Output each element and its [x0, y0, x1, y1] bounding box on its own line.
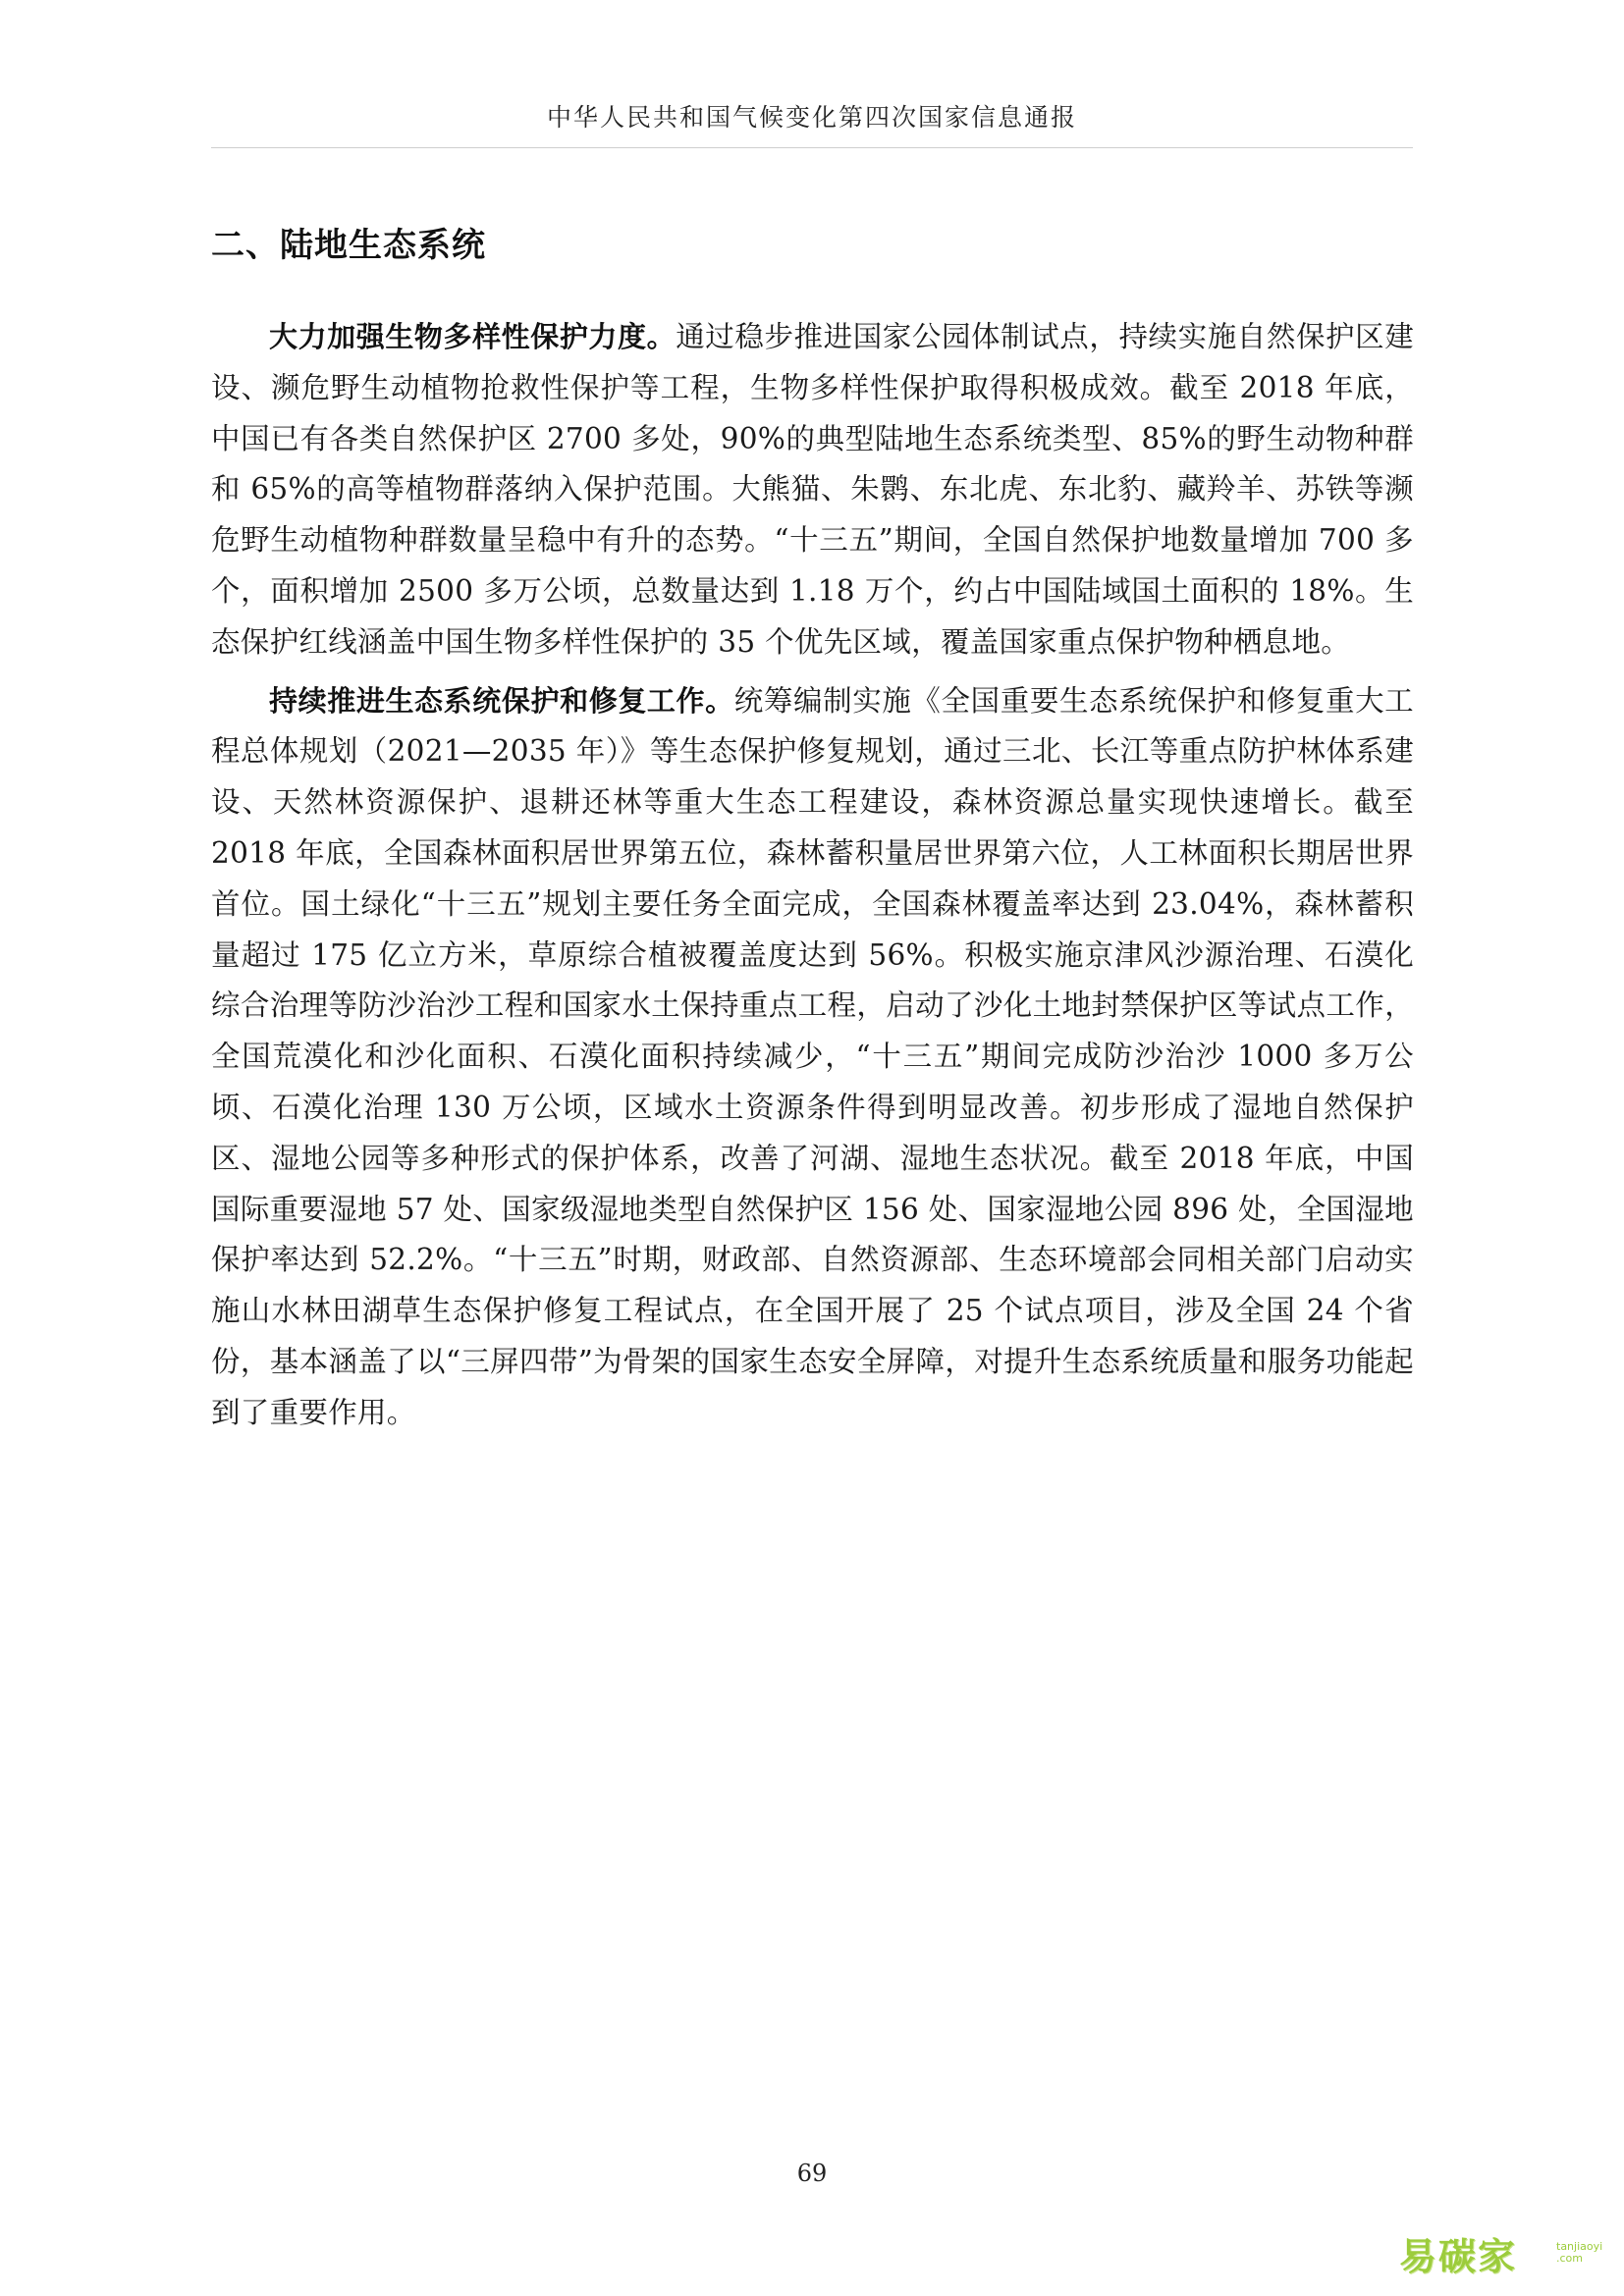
section-title: 二、陆地生态系统	[211, 226, 486, 265]
watermark-domain-line1: tanjiaoyi	[1556, 2240, 1603, 2253]
paragraph-ecosystem-restoration	[211, 676, 1414, 1439]
watermark-domain-line2: .com	[1556, 2252, 1583, 2265]
watermark-domain	[1556, 2241, 1602, 2265]
paragraph-body: 通过稳步推进国家公园体制试点，持续实施自然保护区建设、濒危野生动植物抢救性保护等工程，生物多样性保护取得积极成效。截至 2018 年底，中国已有各类自然保护区 2700 多处，90%的典型陆地生态系统类型、85%的野生动物种群和 65%的高等植物群落纳入保护范围。大熊猫、朱鹮、东北虎、东北豹、藏羚羊、苏铁等濒危野生动植物种群数量呈稳中有升的态势。“十三五”期间，全国自然保护地数量增加 700 多个，面积增加 2500 多万公顷，总数量达到 1.18 万个，约占中国陆域国土面积的 18%。生态保护红线涵盖中国生物多样性保护的 35 个优先区域，覆盖国家重点保护物种栖息地。	[211, 320, 1414, 659]
page-number: 69	[796, 2160, 828, 2187]
body-text	[211, 312, 1414, 1447]
paragraph-biodiversity	[211, 312, 1414, 668]
paragraph-lead: 大力加强生物多样性保护力度。	[269, 320, 677, 353]
paragraph-body: 统筹编制实施《全国重要生态系统保护和修复重大工程总体规划（2021—2035 年）》等生态保护修复规划，通过三北、长江等重点防护林体系建设、天然林资源保护、退耕还林等重大生态工程建设，森林资源总量实现快速增长。截至 2018 年底，全国森林面积居世界第五位，森林蓄积量居世界第六位，人工林面积长期居世界首位。国土绿化“十三五”规划主要任务全面完成，全国森林覆盖率达到 23.04%，森林蓄积量超过 175 亿立方米，草原综合植被覆盖度达到 56%。积极实施京津风沙源治理、石漠化综合治理等防沙治沙工程和国家水土保持重点工程，启动了沙化土地封禁保护区等试点工作，全国荒漠化和沙化面积、石漠化面积持续减少，“十三五”期间完成防沙治沙 1000 多万公顷、石漠化治理 130 万公顷，区域水土资源条件得到明显改善。初步形成了湿地自然保护区、湿地公园等多种形式的保护体系，改善了河湖、湿地生态状况。截至 2018 年底，中国国际重要湿地 57 处、国家级湿地类型自然保护区 156 处、国家湿地公园 896 处，全国湿地保护率达到 52.2%。“十三五”时期，财政部、自然资源部、生态环境部会同相关部门启动实施山水林田湖草生态保护修复工程试点，在全国开展了 25 个试点项目，涉及全国 24 个省份，基本涵盖了以“三屏四带”为骨架的国家生态安全屏障，对提升生态系统质量和服务功能起到了重要作用。	[211, 683, 1414, 1429]
page-header-title: 中华人民共和国气候变化第四次国家信息通报	[546, 103, 1077, 132]
watermark-logo	[1399, 2223, 1605, 2282]
header-divider	[211, 147, 1413, 148]
paragraph-lead: 持续推进生态系统保护和修复工作。	[269, 683, 734, 718]
watermark-brand: 易碳家	[1399, 2234, 1518, 2278]
